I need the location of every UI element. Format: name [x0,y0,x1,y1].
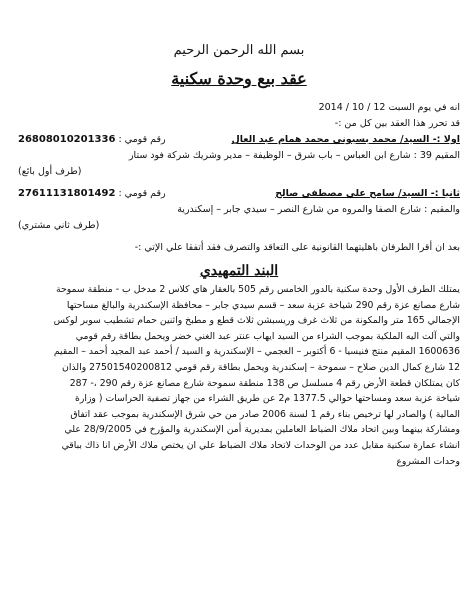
preamble-line: 12 شارع كمال الدين صلاح – سموحة – إسكندرية ويحمل بطاقة رقم قومي 27501540200812 والذان [62,361,460,373]
party1-residence: المقيم 39 : شارع ابن العباس – باب شرق – الوظيفة – مدير وشريك شركة فود ستار [128,150,460,161]
date-line [18,100,460,116]
preamble-line: وحدات المشروع [396,455,460,467]
preamble-line: انشاء عمارة سكنية مقابل عدد من الوحدات لاتحاد ملاك الضباط علي ان يختص ملاك الأرض انا ذاك بباقي [61,439,460,451]
agreement-text: قد تحرر هذا العقد بين كل من :- [334,118,460,129]
party2-id-label: رقم قومي : [118,188,166,199]
party2-id [18,186,166,202]
preamble-line: كان يمتلكان قطعة الأرض رقم 4 مسلسل ص 138 منطقة سموحة شارع مصانع عزة رقم 290 ،- 287 [69,377,460,389]
preamble-line: والتي آلت اليه الملكية بموجب الشراء من السيد ايهاب عنتر عبد الغني خضر ويحمل بطاقة رقم قومي [75,330,460,342]
party1-label: اولا :- السيد/ محمد بسيوني محمد همام عبد العال [231,134,460,145]
preamble-line: ومشاركة بينهما وبين اتحاد ملاك الضباط العاملين بمديرية أمن الإسكندرية والمؤرخ في 28/9/2005 علي [64,424,460,436]
party1-id-label: رقم قومي : [118,134,166,145]
party2-role: (طرف ثاني مشتري) [18,220,100,231]
preamble-line: الإجمالي 165 متر والمكونة من ثلاث غرف وريسبشن ثلاث قطع و مطبخ واثنين حمام تشطيب سوبر لوكس [53,315,460,327]
preamble-body [18,282,460,469]
acknowledgement-text: بعد ان أقرا الطرفان باهليتهما القانونية على التعاقد والتصرف فقد أتفقا علي الإتي :- [134,242,460,253]
contract-title: عقد بيع وحدة سكنية [171,69,307,88]
party2-residence: والمقيم : شارع الصفا والمروه من شارع النصر – سيدي جابر – إسكندرية [177,204,460,215]
party2-label: ثانيا :- السيد/ سامح علي مصطفي صالح [275,188,460,199]
party2-role-row [18,218,460,234]
party1-id [18,132,166,148]
preamble-line: شياخة عزبة سعد ومساحتها حوالي 1377.5 م2 عن طريق الشراء من جهاز تصفية الحراسات ( وزارة [75,393,460,405]
agreement-line [18,116,460,132]
party1-role-row [18,164,460,180]
party1-residence-row [18,148,460,164]
party1-role: (طرف أول بائع) [18,166,82,177]
party2-residence-row [18,202,460,218]
preamble-line: يمتلك الطرف الأول وحدة سكنية بالدور الخامس رقم 505 بالعقار هاي كلاس 2 مدخل ب - منطقة سموحة [55,284,460,295]
party1-row [18,132,460,148]
preamble-line: شارع مصانع عزة رقم 290 شياخة عزبة سعد – قسم سيدي جابر – محافظة الإسكندرية والبالغ مساحتها [66,299,460,311]
party2-id-number: 27611131801492 [18,188,116,199]
preamble-line: المالية ) والصادر لها ترخيص بناء رقم 1 لسنة 2006 صادر من حي شرق الإسكندرية بموجب عقد اتفاق [70,408,460,420]
preamble-line: 1600636 المقيم منتج فنيسيا - 6 أكتوبر – العجمي – الإسكندرية و السيد / أحمد عبد المجيد أحمد – المقيم [53,346,460,358]
party1-id-number: 26808010201336 [18,134,116,145]
date-text: انه في يوم السبت 12 / 10 / 2014 [318,102,460,113]
party2-row [18,186,460,202]
preamble-heading: البند التمهيدي [199,263,279,279]
basmala: بسم الله الرحمن الرحيم [173,43,305,58]
acknowledgement-row [18,240,460,256]
